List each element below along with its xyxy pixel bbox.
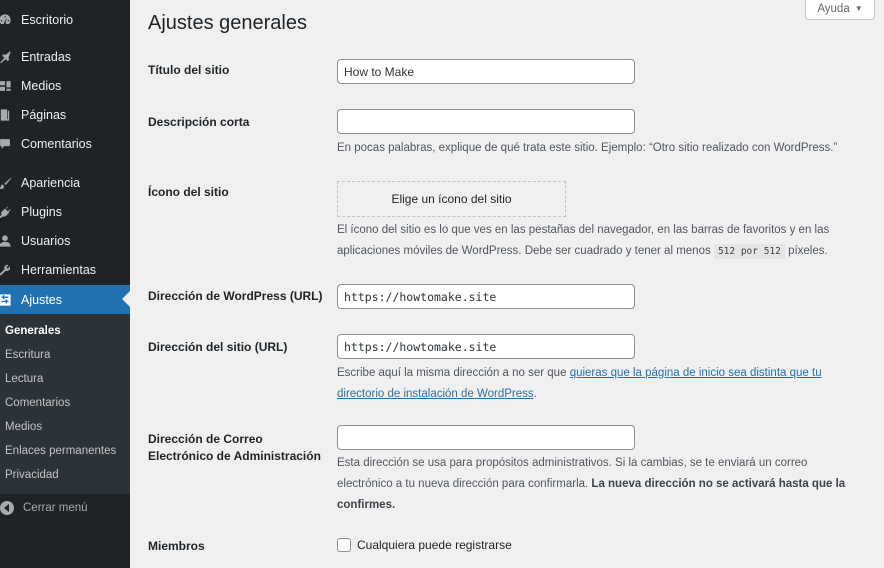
membership-option[interactable] [337,538,512,552]
admin-email-description-line2: electrónico a tu nueva dirección para confirmarla. [337,478,589,490]
menu-item-label: Escritorio [21,13,74,27]
dashboard-icon [0,13,12,27]
site-icon-description-end: píxeles. [788,245,828,257]
admin-email-warning-end: confirmes. [337,499,396,511]
site-url-description-text: Escribe aquí la misma dirección a no ser que [337,367,567,379]
site-url-help-link-part1: quieras que la página de inicio sea distinta que tu [569,367,822,379]
help-button[interactable] [805,0,875,20]
menu-item-escritorio[interactable] [0,7,130,33]
wp-url-label: Dirección de WordPress (URL) [148,289,323,303]
submenu-item-enlaces-permanentes[interactable]: Enlaces permanentes [5,445,117,457]
menu-item-ajustes[interactable] [0,285,130,314]
pages-icon [0,108,12,122]
collapse-menu-button[interactable] [0,498,88,518]
site-url-help-link-part2: directorio de instalación de WordPress [337,388,534,400]
admin-email-label-line1: Dirección de Correo [148,432,263,446]
collapse-arrow-icon [0,501,14,515]
site-icon-label: Ícono del sitio [148,185,229,199]
comment-icon [0,137,12,151]
media-icon [0,79,12,93]
site-url-label: Dirección del sitio (URL) [148,340,288,354]
submenu-item-comentarios[interactable]: Comentarios [5,397,71,409]
wp-url-input[interactable]: https://howtomake.site [337,284,635,309]
help-label: Ayuda [817,2,850,15]
menu-item-label: Plugins [21,205,62,219]
active-indicator [122,291,130,307]
admin-email-warning: La nueva dirección no se activará hasta que la [591,478,846,490]
admin-email-label-line2: Electrónico de Administración [148,449,321,463]
admin-email-label [148,431,321,465]
tagline-description: En pocas palabras, explique de qué trata este sitio. Ejemplo: “Otro sitio realizado con WordPress.” [337,142,838,154]
menu-item-label: Usuarios [21,234,71,248]
menu-item-comentarios[interactable] [0,131,130,157]
pin-icon [0,50,12,64]
users-icon [0,234,12,248]
site-url-description-end: . [533,388,537,400]
membership-checkbox-label: Cualquiera puede registrarse [357,538,512,552]
admin-email-description-line1: Esta dirección se usa para propósitos administrativos. Si la cambias, se te enviará un correo [337,457,808,469]
menu-item-label: Comentarios [21,137,92,151]
collapse-menu-label: Cerrar menú [23,502,88,514]
menu-item-label: Entradas [21,50,72,64]
caret-down-icon: ▼ [854,4,863,13]
menu-item-label: Herramientas [21,263,97,277]
site-url-description [337,363,857,405]
site-icon-description-line1: El ícono del sitio es lo que ves en las pestañas del navegador, en las barras de favoritos y en las [337,224,830,236]
admin-sidebar [0,0,130,568]
site-title-input[interactable]: How to Make [337,59,635,84]
submenu-item-medios[interactable]: Medios [5,421,43,433]
choose-site-icon-button[interactable]: Elige un ícono del sitio [337,181,566,217]
tagline-input[interactable] [337,109,635,134]
menu-item-usuarios[interactable] [0,228,130,254]
site-url-input[interactable]: https://howtomake.site [337,334,635,359]
admin-email-description [337,453,857,516]
menu-item-medios[interactable] [0,73,130,99]
settings-submenu [0,314,130,494]
site-icon-description [337,220,857,262]
menu-item-label: Medios [21,79,62,93]
icon-size-code: 512 por 512 [714,244,785,259]
site-title-label: Título del sitio [148,63,230,77]
wrench-icon [0,263,12,277]
menu-item-label: Páginas [21,108,67,122]
menu-item-plugins[interactable] [0,199,130,225]
submenu-item-privacidad[interactable]: Privacidad [5,469,59,481]
tagline-label: Descripción corta [148,115,250,129]
brush-icon [0,176,12,190]
menu-item-entradas[interactable] [0,44,130,70]
membership-label: Miembros [148,539,205,553]
menu-item-herramientas[interactable] [0,257,130,283]
page-title: Ajustes generales [148,12,307,34]
submenu-item-escritura[interactable]: Escritura [5,349,51,361]
settings-icon [0,293,12,307]
admin-email-input[interactable] [337,425,635,450]
menu-item-label: Ajustes [21,292,62,307]
menu-item-apariencia[interactable] [0,170,130,196]
menu-item-label: Apariencia [21,176,81,190]
submenu-item-lectura[interactable]: Lectura [5,373,44,385]
membership-checkbox[interactable] [337,538,351,552]
submenu-item-generales[interactable]: Generales [5,325,61,337]
menu-item-paginas[interactable] [0,102,130,128]
site-icon-description-line2: aplicaciones móviles de WordPress. Debe ser cuadrado y tener al menos [337,245,711,257]
plugin-icon [0,205,12,219]
